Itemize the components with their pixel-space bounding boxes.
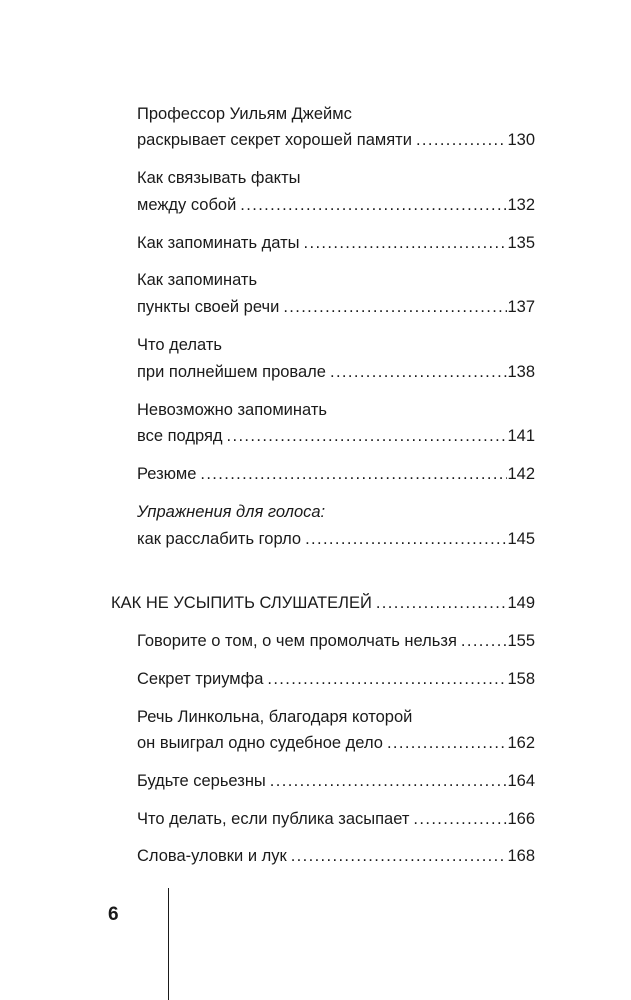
toc-page-number: 168 [507,847,535,865]
toc-entry-row[interactable] [137,807,535,831]
toc-entry-title-line [137,268,535,292]
toc-entry-title-line [137,500,535,524]
toc-page-number: 138 [507,363,535,381]
toc-entry-text: Речь Линкольна, благодаря которой [137,708,413,726]
toc-entry-text: Невозможно запоминать [137,401,327,419]
toc-entry-text: Как запоминать даты [137,234,300,252]
toc-page-number: 132 [507,196,535,214]
toc-entry-row[interactable] [137,360,535,384]
toc-page-number: 135 [507,234,535,252]
toc-entry-text-italic: Упражнения для голоса: [137,503,326,521]
dot-leader [279,295,507,319]
toc-entry-text: Профессор Уильям Джеймс [137,105,352,123]
folio-divider [168,888,169,1000]
dot-leader [301,527,507,551]
toc-entry-text: Как связывать факты [137,169,301,187]
toc-entry-row[interactable] [137,527,535,551]
toc-entry-title-line [137,333,535,357]
toc-page-number: 164 [507,772,535,790]
dot-leader [263,667,507,691]
dot-leader [287,844,508,868]
toc-entry-title-line [137,166,535,190]
dot-leader [300,231,508,255]
toc-page-number: 166 [507,810,535,828]
toc-entry-text: Что делать, если публика засыпает [137,810,410,828]
toc-entry-text: между собой [137,196,237,214]
toc-entry-text: как расслабить горло [137,530,302,548]
toc-section-heading[interactable] [111,591,535,615]
toc-entry-row[interactable] [137,231,535,255]
toc-page-number: 142 [507,465,535,483]
toc-entry-text: пункты своей речи [137,298,280,316]
toc-entry-title-line [137,398,535,422]
toc-page-number: 162 [507,734,535,752]
toc-entry-row[interactable] [137,193,535,217]
dot-leader [223,424,508,448]
toc-page-number: 137 [507,298,535,316]
dot-leader [372,591,508,615]
toc-page-number: 145 [507,530,535,548]
dot-leader [326,360,507,384]
toc-entry-text: Говорите о том, о чем промолчать нельзя [137,632,457,650]
dot-leader [383,731,508,755]
dot-leader [196,462,507,486]
toc-entry-row[interactable] [137,424,535,448]
toc-section-text: КАК НЕ УСЫПИТЬ СЛУШАТЕЛЕЙ [111,594,372,612]
toc-entry-text: Резюме [137,465,197,483]
dot-leader [266,769,508,793]
toc-entry-text: Слова-уловки и лук [137,847,287,865]
toc-page-number: 158 [507,670,535,688]
toc-entry-row[interactable] [137,128,535,152]
toc-page-number: 155 [507,632,535,650]
toc-page-number: 141 [507,427,535,445]
toc-entry-row[interactable] [137,295,535,319]
toc-entry-text: Что делать [137,336,222,354]
toc-page-number: 130 [507,131,535,149]
dot-leader [412,128,508,152]
toc-entry-text: Секрет триумфа [137,670,264,688]
toc-page-number: 149 [507,594,535,612]
toc-entry-title-line [137,705,535,729]
toc-entry-text: раскрывает секрет хорошей памяти [137,131,412,149]
toc-entry-title-line [137,102,535,126]
toc-entry-row[interactable] [137,667,535,691]
dot-leader [236,193,507,217]
toc-entry-row[interactable] [137,731,535,755]
dot-leader [409,807,507,831]
toc-entry-row[interactable] [137,462,535,486]
toc-entry-row[interactable] [137,844,535,868]
dot-leader [457,629,508,653]
toc-entry-text: все подряд [137,427,223,445]
folio-page-number: 6 [108,904,119,925]
toc-entry-text: Как запоминать [137,271,258,289]
toc-entry-text: Будьте серьезны [137,772,266,790]
toc-entry-text: он выиграл одно судебное дело [137,734,383,752]
toc-entry-row[interactable] [137,629,535,653]
toc-entry-text: при полнейшем провале [137,363,326,381]
toc-entry-row[interactable] [137,769,535,793]
